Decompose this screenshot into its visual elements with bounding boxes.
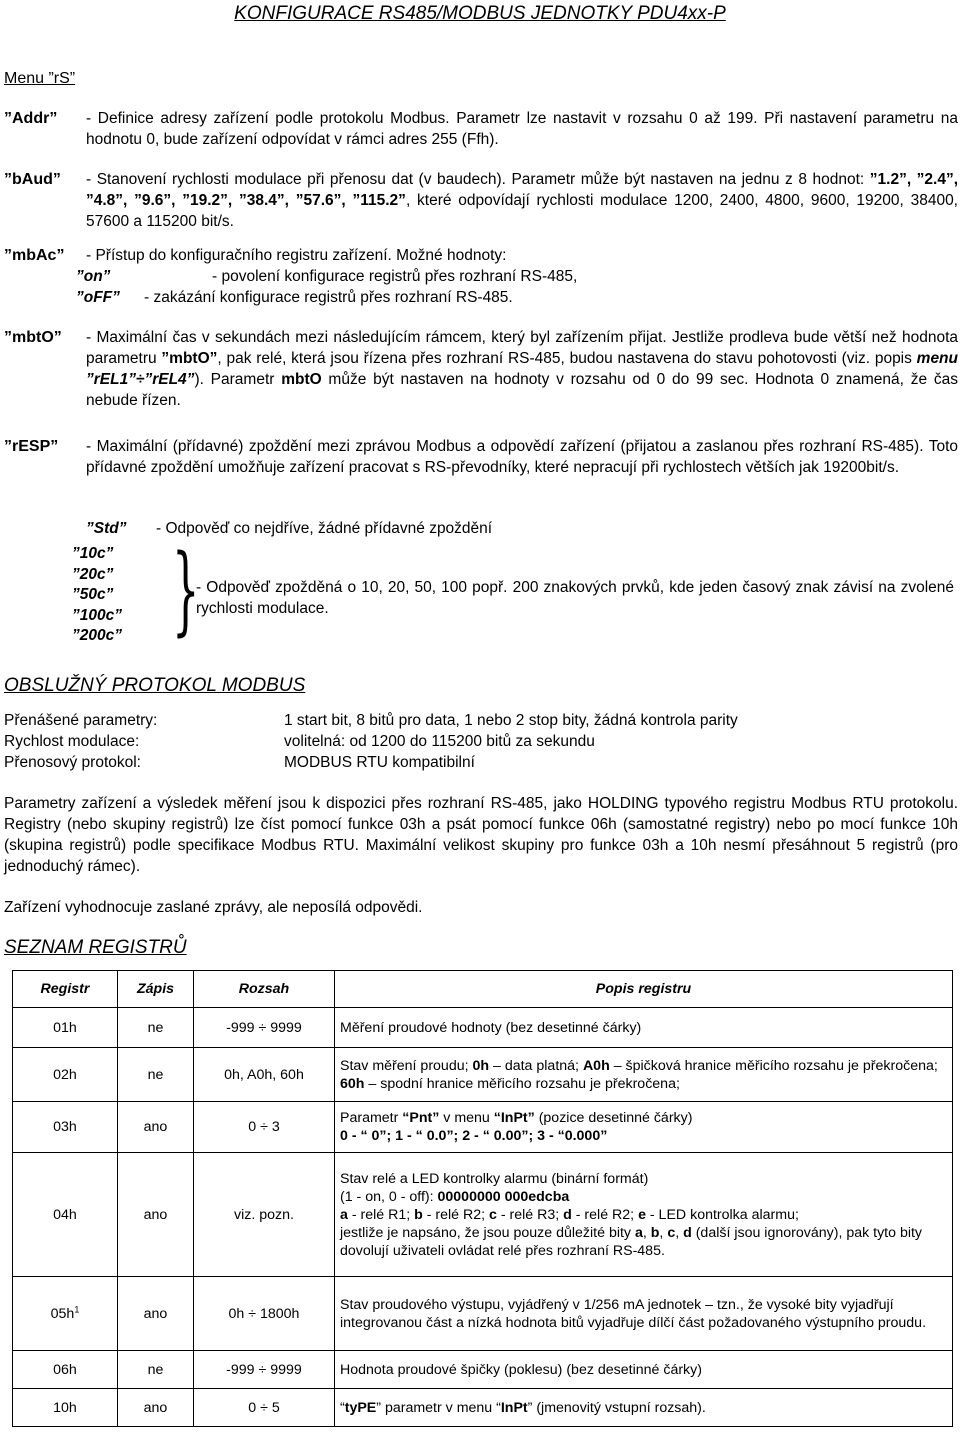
desc-part: - LED kontrolka alarmu; <box>645 1206 799 1223</box>
table-row <box>13 1351 953 1389</box>
desc-part: , <box>642 1224 651 1241</box>
desc-part: b <box>650 1224 660 1241</box>
param-text-addr: - Definice adresy zařízení podle protokolu Modbus. Parametr lze nastavit v rozsahu 0 až 199. Při nastavení parametru na hodnotu 0, bude zařízení odpovídat v rámci adres 255 (Ffh). <box>86 110 958 148</box>
protocol-key: Přenášené parametry: <box>4 712 158 729</box>
desc-part: - relé R1; <box>347 1206 415 1223</box>
resp-delay-item: ”200c” <box>72 627 122 644</box>
mbac-on-label: ”on” <box>76 268 111 285</box>
desc-part: – data platná; <box>489 1057 583 1074</box>
cell-register: 01h <box>13 1008 118 1048</box>
register-code: 05h <box>50 1305 75 1322</box>
param-label-baud: ”bAud” <box>4 171 61 188</box>
protocol-heading: OBSLUŽNÝ PROTOKOL MODBUS <box>4 675 306 696</box>
desc-part: - relé R2; <box>422 1206 490 1223</box>
cell-register <box>13 1277 118 1351</box>
baud-line1: - Stanovení rychlosti modulace při přenosu dat (v baudech). Parametr může být nastaven na jednu z 8 hodnot: <box>86 171 865 188</box>
param-text-resp: - Maximální (přídavné) zpoždění mezi zprávou Modbus a odpovědí zařízení (přijatou a zaslanou přes rozhraní RS-485). Toto přídavné zpoždění umožňuje zařízení pracovat s RS-převodníky, které nepracují při rychlostech větších jak 19200bit/s. <box>86 438 958 476</box>
table-row <box>13 1389 953 1427</box>
table-row <box>13 1277 953 1351</box>
resp-delay-item: ”10c” <box>72 545 114 562</box>
protocol-paragraph-2: Zařízení vyhodnocuje zaslané zprávy, ale neposílá odpovědi. <box>4 899 423 916</box>
protocol-paragraph-1: Parametry zařízení a výsledek měření jsou k dispozici přes rozhraní RS-485, jako HOLDING typového registru Modbus RTU protokolu. Registry (nebo skupiny registrů) lze číst pomocí funkce 03h a psát pomocí funkce 06h (samostatné registry) nebo po mocí funkce 10h (skupina registrů) podle specifikace Modbus RTU. Maximální velikost skupiny pro funkce 03h a 10h nesmí přesáhnout 5 registrů (pro jednoduchý rámec). <box>4 795 958 875</box>
protocol-key: Přenosový protokol: <box>4 754 141 771</box>
desc-part: Parametr <box>340 1110 403 1126</box>
cell-range: 0 ÷ 5 <box>194 1389 335 1427</box>
desc-part: ” (jmenovitý vstupní rozsah). <box>527 1399 706 1416</box>
header-write: Zápis <box>118 971 194 1008</box>
cell-range: -999 ÷ 9999 <box>194 1008 335 1048</box>
desc-part: a <box>634 1224 643 1241</box>
baud-values: ”1.2”, ”2.4”, ”4.8”, ”9.6”, ”19.2”, ”38.4”, ”57.6”, ”115.2” <box>86 171 959 209</box>
desc-part: jestliže je napsáno, že jsou pouze důležité bity <box>340 1224 635 1241</box>
footnote-marker: 1 <box>74 1303 80 1314</box>
cell-register: 03h <box>13 1102 118 1153</box>
desc-part: – špičková hranice měřicího rozsahu je překročena; <box>609 1057 938 1074</box>
mbto-text-4: menu <box>916 350 958 367</box>
desc-part: c <box>489 1206 497 1223</box>
cell-range: 0h ÷ 1800h <box>194 1277 335 1351</box>
cell-description: Stav proudového výstupu, vyjádřený v 1/256 mA jednotek – tzn., že vysoké bity vyjadřují integrovanou část a nízká hodnota bitů vyjadřuje dílčí část požadovaného výstupního proudu. <box>335 1277 953 1351</box>
cell-range: 0h, A0h, 60h <box>194 1048 335 1102</box>
desc-part: A0h <box>582 1057 610 1074</box>
cell-description <box>335 1153 953 1277</box>
cell-description <box>335 1102 953 1153</box>
desc-part: “ <box>340 1399 345 1416</box>
desc-part: - relé R2; <box>571 1206 639 1223</box>
cell-register: 10h <box>13 1389 118 1427</box>
desc-part: InPt <box>500 1399 528 1416</box>
mbac-on-text: - povolení konfigurace registrů přes rozhraní RS-485, <box>212 268 578 285</box>
desc-part: Stav měření proudu; <box>340 1057 473 1074</box>
cell-description <box>335 1048 953 1102</box>
param-text-mbac: - Přístup do konfiguračního registru zařízení. Možné hodnoty: <box>86 247 507 264</box>
registers-heading: SEZNAM REGISTRŮ <box>4 937 187 958</box>
protocol-value: MODBUS RTU kompatibilní <box>284 754 475 771</box>
cell-range: 0 ÷ 3 <box>194 1102 335 1153</box>
resp-delay-item: ”50c” <box>72 586 114 603</box>
desc-part: d <box>563 1206 572 1223</box>
table-row <box>13 1102 953 1153</box>
desc-part: , <box>675 1224 684 1241</box>
param-label-mbto: ”mbtO” <box>4 329 62 346</box>
cell-register: 02h <box>13 1048 118 1102</box>
header-range: Rozsah <box>194 971 335 1008</box>
register-table <box>12 970 953 1427</box>
desc-line: 0 - “ 0”; 1 - “ 0.0”; 2 - “ 0.00”; 3 - “0.000” <box>340 1128 608 1144</box>
desc-part: e <box>638 1206 646 1223</box>
table-header-row <box>13 971 953 1008</box>
table-row <box>13 1008 953 1048</box>
desc-part: (1 - on, 0 - off): <box>340 1188 438 1205</box>
cell-description: Hodnota proudové špičky (poklesu) (bez desetinné čárky) <box>335 1351 953 1389</box>
cell-write: ano <box>118 1102 194 1153</box>
cell-range: -999 ÷ 9999 <box>194 1351 335 1389</box>
desc-part: – spodní hranice měřicího rozsahu je překročena; <box>364 1075 680 1092</box>
mbto-text-2: ”mbtO” <box>161 350 218 367</box>
resp-std-label: ”Std” <box>86 520 127 537</box>
cell-write: ano <box>118 1277 194 1351</box>
mbac-off-text: - zakázání konfigurace registrů přes rozhraní RS-485. <box>144 289 513 306</box>
desc-part: 00000000 000edcba <box>437 1188 570 1205</box>
header-description: Popis registru <box>335 971 953 1008</box>
desc-line <box>340 1206 947 1224</box>
desc-part: tyPE <box>344 1399 377 1416</box>
cell-register: 06h <box>13 1351 118 1389</box>
param-label-resp: ”rESP” <box>4 438 59 455</box>
header-register: Registr <box>13 971 118 1008</box>
desc-line: Stav relé a LED kontrolky alarmu (binární formát) <box>340 1170 649 1187</box>
cell-write: ano <box>118 1153 194 1277</box>
desc-part: b <box>414 1206 423 1223</box>
cell-write: ne <box>118 1008 194 1048</box>
table-row <box>13 1153 953 1277</box>
mbto-text-5: ”rEL1”÷”rEL4” <box>86 371 195 388</box>
desc-part: a <box>340 1206 348 1223</box>
desc-line <box>340 1109 947 1127</box>
desc-part: - relé R3; <box>496 1206 564 1223</box>
param-label-addr: ”Addr” <box>4 110 58 127</box>
desc-part: (pozice desetinné čárky) <box>534 1110 693 1126</box>
mbto-text-3: , pak relé, která jsou řízena přes rozhraní RS-485, budou nastavena do stavu pohotovosti (viz. popis <box>217 350 917 367</box>
desc-part: ” parametr v menu “ <box>376 1399 501 1416</box>
document-title: KONFIGURACE RS485/MODBUS JEDNOTKY PDU4xx-P <box>234 3 726 24</box>
desc-line <box>340 1188 947 1206</box>
desc-part: “InPt” <box>493 1110 535 1126</box>
table-row <box>13 1048 953 1102</box>
cell-write: ano <box>118 1389 194 1427</box>
param-text-baud <box>86 169 958 232</box>
resp-std-text: - Odpověď co nejdříve, žádné přídavné zpoždění <box>156 520 493 537</box>
mbac-off-label: ”oFF” <box>76 289 120 306</box>
mbto-text-1: - Maximální čas v sekundách mezi následujícím rámcem, který byl zařízením přijat. Jestliže prodleva bude větší než hodnota parametru <box>86 329 958 367</box>
cell-description <box>335 1389 953 1427</box>
desc-part: (další jsou ignorovány), pak tyto bity dovolují uživateli ovládat relé přes rozhraní RS-485. <box>340 1224 923 1259</box>
resp-delay-list <box>72 544 122 647</box>
cell-description: Měření proudové hodnoty (bez desetinné čárky) <box>335 1008 953 1048</box>
desc-part: 60h <box>340 1075 365 1092</box>
resp-delay-item: ”100c” <box>72 606 122 624</box>
desc-part: v menu <box>439 1110 494 1126</box>
mbto-text-6: ). Parametr <box>194 371 282 388</box>
cell-write: ne <box>118 1048 194 1102</box>
baud-rest: , které odpovídají rychlosti modulace 1200, 2400, 4800, 9600, 19200, 38400, 57600 a 115200 bit/s. <box>86 192 958 230</box>
cell-register: 04h <box>13 1153 118 1277</box>
desc-part: c <box>667 1224 676 1241</box>
protocol-key: Rychlost modulace: <box>4 733 140 750</box>
desc-line <box>340 1224 947 1260</box>
menu-title: Menu ”rS” <box>4 70 76 87</box>
param-label-mbac: ”mbAc” <box>4 247 65 264</box>
desc-part: 0h <box>472 1057 490 1074</box>
cell-range: viz. pozn. <box>194 1153 335 1277</box>
mbto-text-8: může být nastaven na hodnoty v rozsahu od 0 do 99 sec. Hodnota 0 znamená, že čas nebude řízen. <box>86 371 958 409</box>
desc-part: “Pnt” <box>402 1110 440 1126</box>
protocol-value: volitelná: od 1200 do 115200 bitů za sekundu <box>284 733 595 750</box>
protocol-value: 1 start bit, 8 bitů pro data, 1 nebo 2 stop bity, žádná kontrola parity <box>284 712 738 729</box>
resp-delay-text: - Odpověď zpožděná o 10, 20, 50, 100 popř. 200 znakových prvků, kde jeden časový znak závisí na zvolené rychlosti modulace. <box>196 579 954 617</box>
param-text-mbto <box>86 327 958 411</box>
mbto-text-7: mbtO <box>281 371 322 388</box>
cell-write: ne <box>118 1351 194 1389</box>
resp-delay-item: ”20c” <box>72 565 114 583</box>
desc-part: , <box>659 1224 668 1241</box>
resp-brace: } <box>172 534 200 646</box>
desc-part: d <box>683 1224 692 1241</box>
